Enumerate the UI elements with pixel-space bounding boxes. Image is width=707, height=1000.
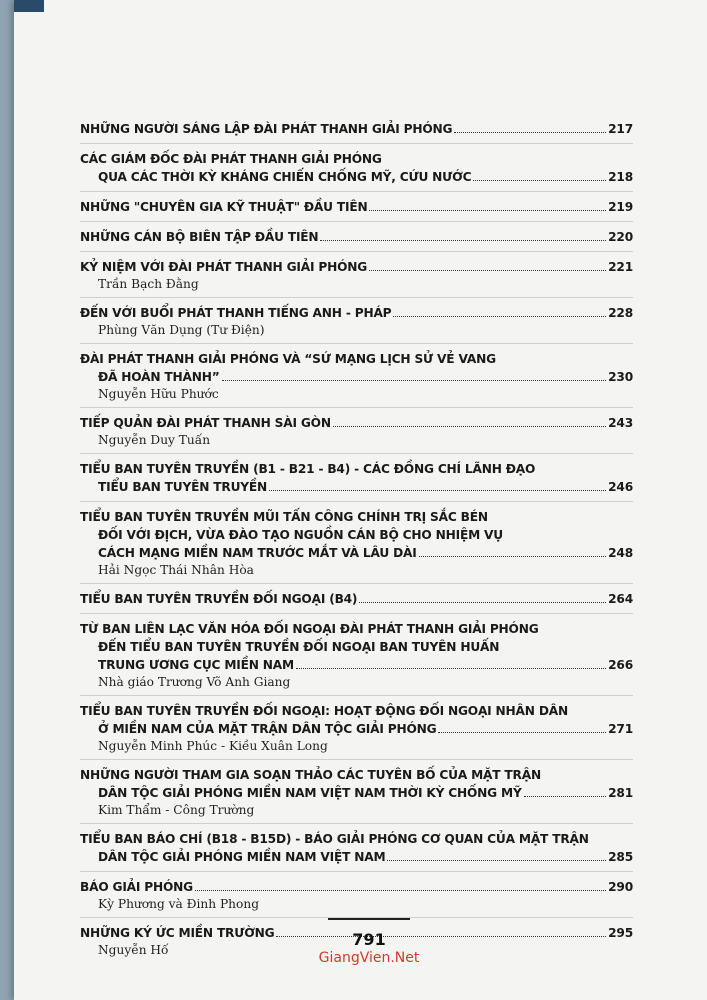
toc-entry — [80, 590, 633, 614]
dot-leader — [195, 890, 606, 891]
toc-title-line — [80, 848, 633, 866]
toc-title-text: TIỂU BAN TUYÊN TRUYỀN — [98, 480, 268, 494]
toc-author: Trần Bạch Đằng — [98, 277, 199, 291]
toc-entry — [80, 830, 633, 872]
toc-title-line — [80, 350, 633, 368]
toc-author: Nguyễn Hố — [98, 943, 169, 957]
toc-title-text: TIỂU BAN BÁO CHÍ (B18 - B15D) - BÁO GIẢI PHÓNG CƠ QUAN CỦA MẶT TRẬN — [80, 832, 589, 846]
dot-leader — [419, 556, 607, 557]
toc-page-number: 221 — [608, 260, 633, 274]
toc-entry — [80, 228, 633, 252]
toc-entry — [80, 258, 633, 298]
toc-title-text: TRUNG ƯƠNG CỤC MIỀN NAM — [98, 658, 294, 672]
toc-title-text: DÂN TỘC GIẢI PHÓNG MIỀN NAM VIỆT NAM THỜI KỲ CHỐNG MỸ — [98, 786, 522, 800]
dot-leader — [269, 490, 606, 491]
toc-title-text: NHỮNG NGƯỜI SÁNG LẬP ĐÀI PHÁT THANH GIẢI PHÓNG — [80, 122, 453, 136]
toc-page-number: 243 — [608, 416, 633, 430]
toc-author: Kim Thẩm - Công Trường — [98, 803, 255, 817]
toc-entry — [80, 414, 633, 454]
toc-title-line — [80, 702, 633, 720]
dot-leader — [369, 210, 606, 211]
dot-leader — [222, 380, 607, 381]
toc-entry — [80, 150, 633, 192]
toc-page-number: 228 — [608, 306, 633, 320]
page-number: 791 — [352, 930, 386, 949]
dot-leader — [387, 860, 606, 861]
toc-entry — [80, 702, 633, 760]
dot-leader — [473, 180, 606, 181]
toc-title-text: QUA CÁC THỜI KỲ KHÁNG CHIẾN CHỐNG MỸ, CỨU NƯỚC — [98, 170, 472, 184]
toc-author: Nhà giáo Trương Võ Anh Giang — [98, 675, 291, 689]
toc-title-line — [80, 368, 633, 386]
toc-author: Nguyễn Duy Tuấn — [98, 433, 211, 447]
toc-title-text: Ở MIỀN NAM CỦA MẶT TRẬN DÂN TỘC GIẢI PHÓNG — [98, 722, 437, 736]
toc-entry — [80, 198, 633, 222]
toc-page-number: 219 — [608, 200, 633, 214]
toc-author: Nguyễn Minh Phúc - Kiều Xuân Long — [98, 739, 328, 753]
toc-title-line — [80, 478, 633, 496]
toc-entry — [80, 120, 633, 144]
toc-page-number: 264 — [608, 592, 633, 606]
dot-leader — [369, 270, 606, 271]
toc-title-line — [80, 878, 633, 896]
toc-title-line — [80, 168, 633, 186]
toc-author: Phùng Văn Dụng (Tư Điện) — [98, 323, 265, 337]
toc-title-text: TIỂU BAN TUYÊN TRUYỀN (B1 - B21 - B4) - CÁC ĐỒNG CHÍ LÃNH ĐẠO — [80, 462, 536, 476]
table-of-contents — [80, 120, 633, 969]
toc-title-text: CÁCH MẠNG MIỀN NAM TRƯỚC MẮT VÀ LÂU DÀI — [98, 546, 417, 560]
toc-title-line — [80, 150, 633, 168]
toc-title-text: TỪ BAN LIÊN LẠC VĂN HÓA ĐỐI NGOẠI ĐÀI PHÁT THANH GIẢI PHÓNG — [80, 622, 539, 636]
dot-leader — [438, 732, 606, 733]
toc-title-text: NHỮNG NGƯỜI THAM GIA SOẠN THẢO CÁC TUYÊN BỐ CỦA MẶT TRẬN — [80, 768, 541, 782]
toc-title-line — [80, 198, 633, 216]
toc-author: Hải Ngọc Thái Nhân Hòa — [98, 563, 254, 577]
dot-leader — [524, 796, 607, 797]
toc-title-text: KỶ NIỆM VỚI ĐÀI PHÁT THANH GIẢI PHÓNG — [80, 260, 368, 274]
toc-title-line — [80, 460, 633, 478]
toc-title-text: NHỮNG CÁN BỘ BIÊN TẬP ĐẦU TIÊN — [80, 230, 319, 244]
toc-title-line — [80, 544, 633, 562]
toc-page-number: 266 — [608, 658, 633, 672]
toc-page-number: 246 — [608, 480, 633, 494]
toc-entry — [80, 304, 633, 344]
toc-title-text: ĐỐI VỚI ĐỊCH, VỪA ĐÀO TẠO NGUỒN CÁN BỘ CHO NHIỆM VỤ — [98, 528, 503, 542]
toc-page-number: 220 — [608, 230, 633, 244]
toc-title-text: BÁO GIẢI PHÓNG — [80, 880, 193, 894]
toc-page-number: 290 — [608, 880, 633, 894]
toc-entry — [80, 350, 633, 408]
toc-title-text: TIỂU BAN TUYÊN TRUYỀN MŨI TẤN CÔNG CHÍNH TRỊ SẮC BÉN — [80, 510, 488, 524]
toc-page-number: 248 — [608, 546, 633, 560]
toc-title-line — [80, 120, 633, 138]
dot-leader — [454, 132, 606, 133]
book-page — [14, 0, 707, 1000]
toc-title-line — [80, 590, 633, 608]
toc-page-number: 217 — [608, 122, 633, 136]
dot-leader — [320, 240, 606, 241]
toc-entry — [80, 878, 633, 918]
toc-entry — [80, 620, 633, 696]
toc-title-text: ĐẾN TIỂU BAN TUYÊN TRUYỀN ĐỐI NGOẠI BAN TUYÊN HUẤN — [98, 640, 500, 654]
toc-entry — [80, 460, 633, 502]
toc-author: Kỳ Phương và Đinh Phong — [98, 897, 259, 911]
toc-title-text: DÂN TỘC GIẢI PHÓNG MIỀN NAM VIỆT NAM — [98, 850, 386, 864]
toc-entry — [80, 766, 633, 824]
dot-leader — [359, 602, 606, 603]
toc-page-number: 281 — [608, 786, 633, 800]
toc-page-number: 271 — [608, 722, 633, 736]
toc-title-line — [80, 304, 633, 322]
toc-title-line — [80, 414, 633, 432]
toc-title-text: NHỮNG "CHUYÊN GIA KỸ THUẬT" ĐẦU TIÊN — [80, 200, 368, 214]
toc-title-line — [80, 784, 633, 802]
toc-page-number: 218 — [608, 170, 633, 184]
toc-title-line — [80, 508, 633, 526]
footer-rule — [328, 918, 410, 920]
toc-title-text: ĐÃ HOÀN THÀNH” — [98, 370, 220, 384]
toc-title-line — [80, 830, 633, 848]
dot-leader — [296, 668, 606, 669]
toc-title-text: CÁC GIÁM ĐỐC ĐÀI PHÁT THANH GIẢI PHÓNG — [80, 152, 382, 166]
toc-title-line — [80, 656, 633, 674]
watermark-text: GiangVien.Net — [318, 950, 420, 966]
toc-title-line — [80, 638, 633, 656]
toc-title-line — [80, 526, 633, 544]
top-edge-strip — [14, 0, 44, 12]
toc-page-number: 230 — [608, 370, 633, 384]
toc-title-line — [80, 766, 633, 784]
toc-title-line — [80, 620, 633, 638]
toc-page-number: 295 — [608, 926, 633, 940]
toc-title-text: ĐẾN VỚI BUỔI PHÁT THANH TIẾNG ANH - PHÁP — [80, 306, 392, 320]
toc-title-line — [80, 720, 633, 738]
toc-title-text: ĐÀI PHÁT THANH GIẢI PHÓNG VÀ “SỨ MẠNG LỊCH SỬ VẺ VANG — [80, 352, 496, 366]
dot-leader — [333, 426, 606, 427]
toc-title-text: TIỂU BAN TUYÊN TRUYỀN ĐỐI NGOẠI: HOẠT ĐỘNG ĐỐI NGOẠI NHÂN DÂN — [80, 704, 568, 718]
toc-page-number: 285 — [608, 850, 633, 864]
toc-title-text: NHỮNG KÝ ỨC MIỀN TRƯỜNG — [80, 926, 275, 940]
toc-title-text: TIẾP QUẢN ĐÀI PHÁT THANH SÀI GÒN — [80, 416, 331, 430]
toc-author: Nguyễn Hữu Phước — [98, 387, 219, 401]
toc-entry — [80, 508, 633, 584]
toc-title-line — [80, 228, 633, 246]
toc-title-text: TIỂU BAN TUYÊN TRUYỀN ĐỐI NGOẠI (B4) — [80, 592, 358, 606]
dot-leader — [393, 316, 606, 317]
toc-title-line — [80, 258, 633, 276]
